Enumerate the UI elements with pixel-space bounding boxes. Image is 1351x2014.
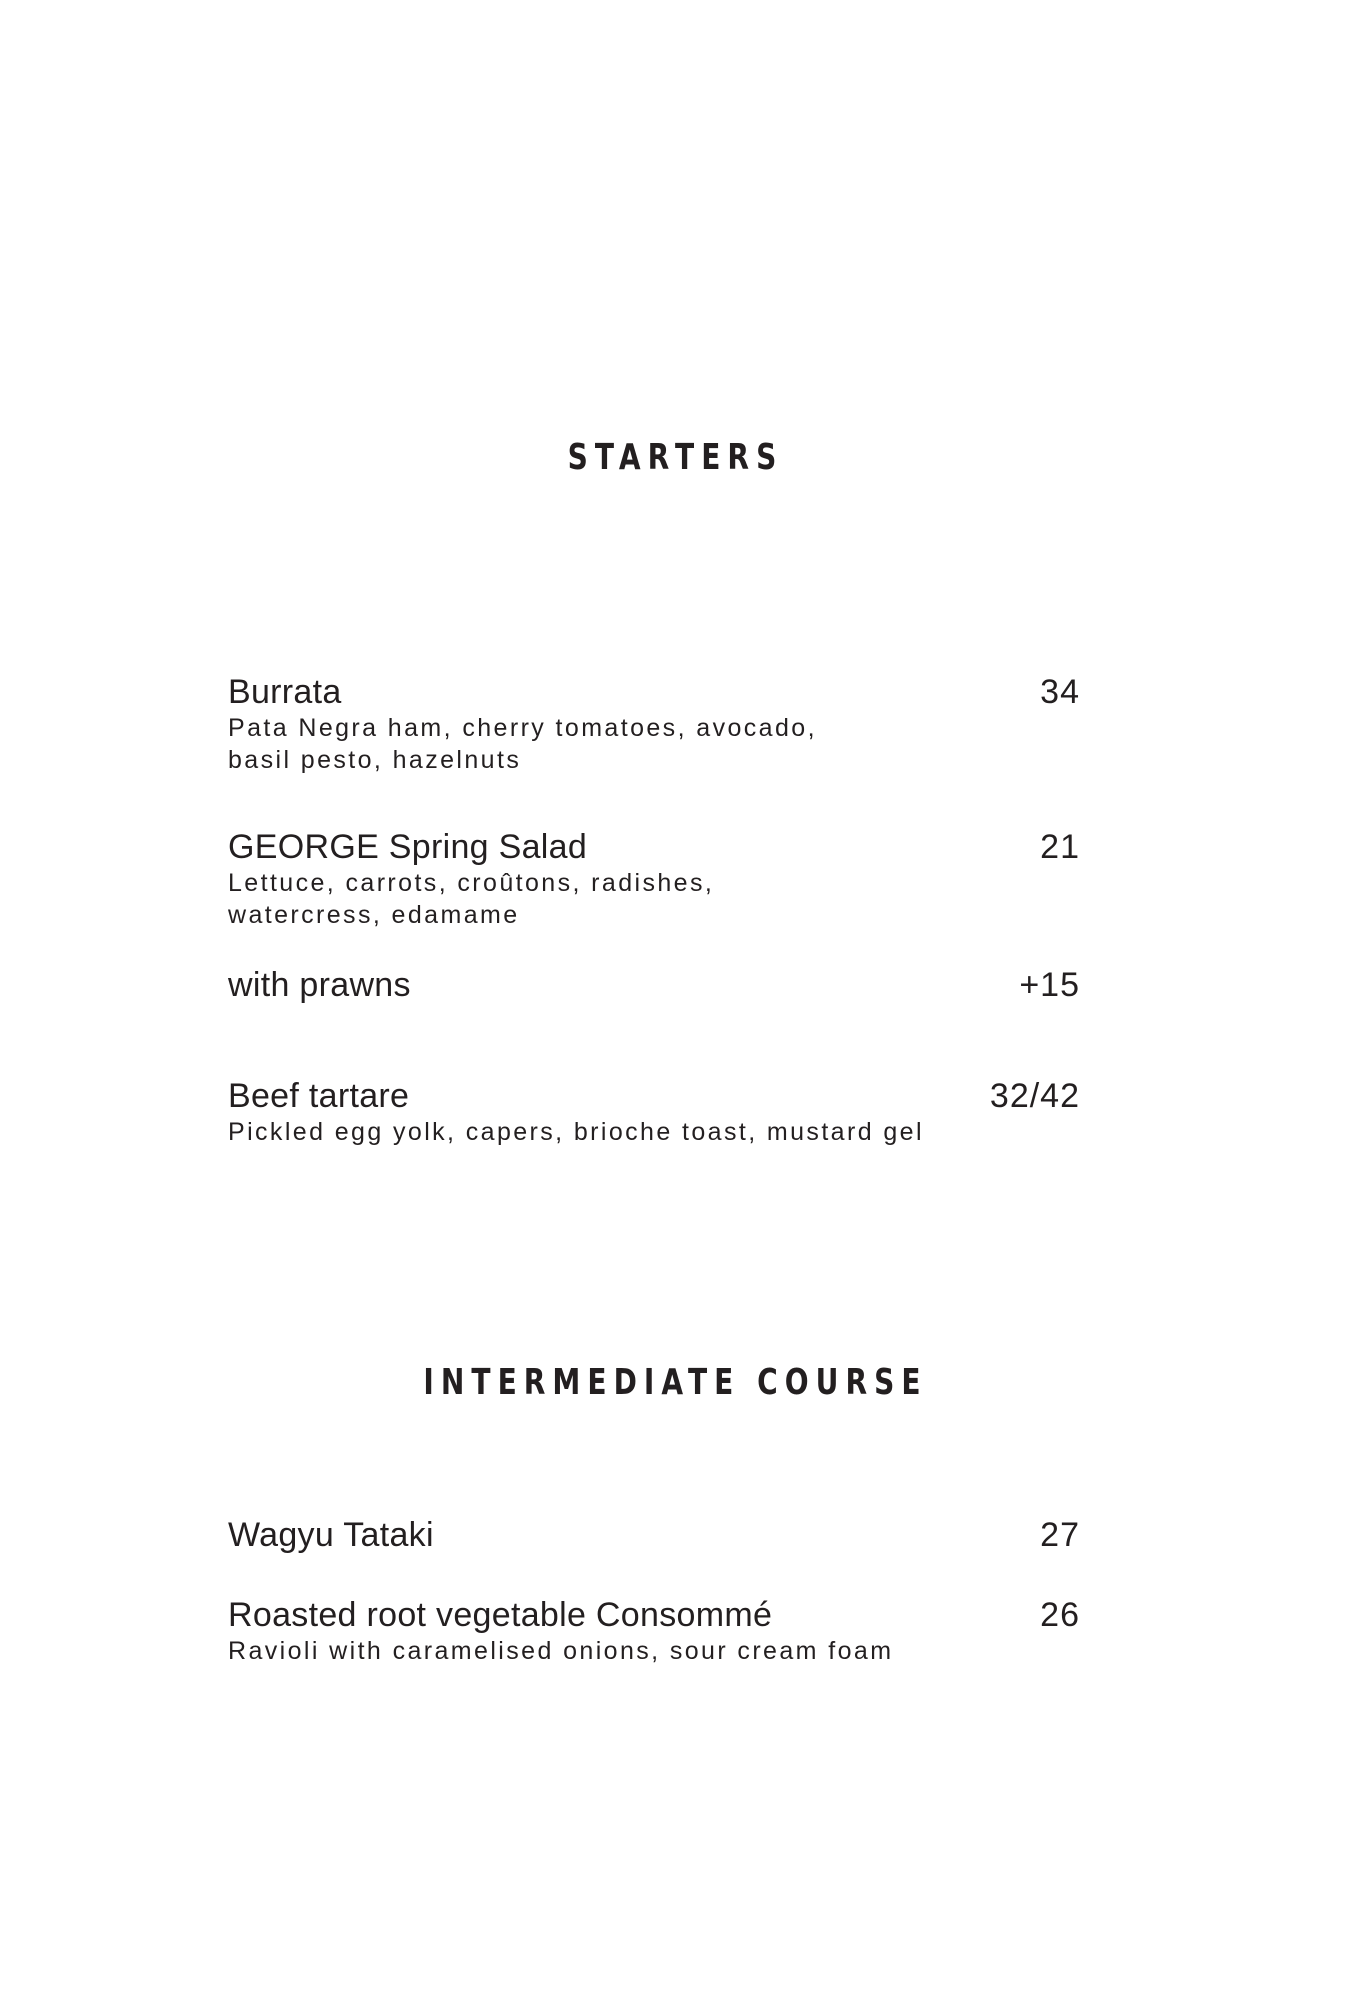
item-description [228, 867, 714, 931]
item-description [228, 1116, 924, 1148]
item-name: Roasted root vegetable Consommé [228, 1596, 773, 1634]
item-description-line: Pickled egg yolk, capers, brioche toast, mustard gel [228, 1118, 924, 1146]
item-description-line: Lettuce, carrots, croûtons, radishes, [228, 869, 715, 897]
item-price: 34 [1040, 673, 1080, 711]
item-name: Beef tartare [228, 1077, 410, 1115]
section-title-starters: STARTERS [567, 437, 784, 478]
item-description-line: Ravioli with caramelised onions, sour cream foam [228, 1637, 894, 1665]
item-name: with prawns [228, 966, 411, 1004]
item-description-line: watercress, edamame [228, 901, 520, 929]
item-price: 21 [1040, 828, 1080, 866]
item-price: 32/42 [989, 1077, 1080, 1115]
item-description-line: Pata Negra ham, cherry tomatoes, avocado, [228, 714, 817, 742]
item-name: Burrata [228, 673, 342, 711]
section-title-intermediate-course: INTERMEDIATE COURSE [423, 1362, 928, 1403]
item-description [228, 1635, 893, 1667]
item-price: 27 [1040, 1516, 1080, 1554]
item-price: +15 [1019, 966, 1080, 1004]
item-name: Wagyu Tataki [228, 1516, 434, 1554]
item-description-line: basil pesto, hazelnuts [228, 746, 522, 774]
item-price: 26 [1040, 1596, 1080, 1634]
item-description [228, 712, 817, 776]
item-name: GEORGE Spring Salad [228, 828, 588, 866]
